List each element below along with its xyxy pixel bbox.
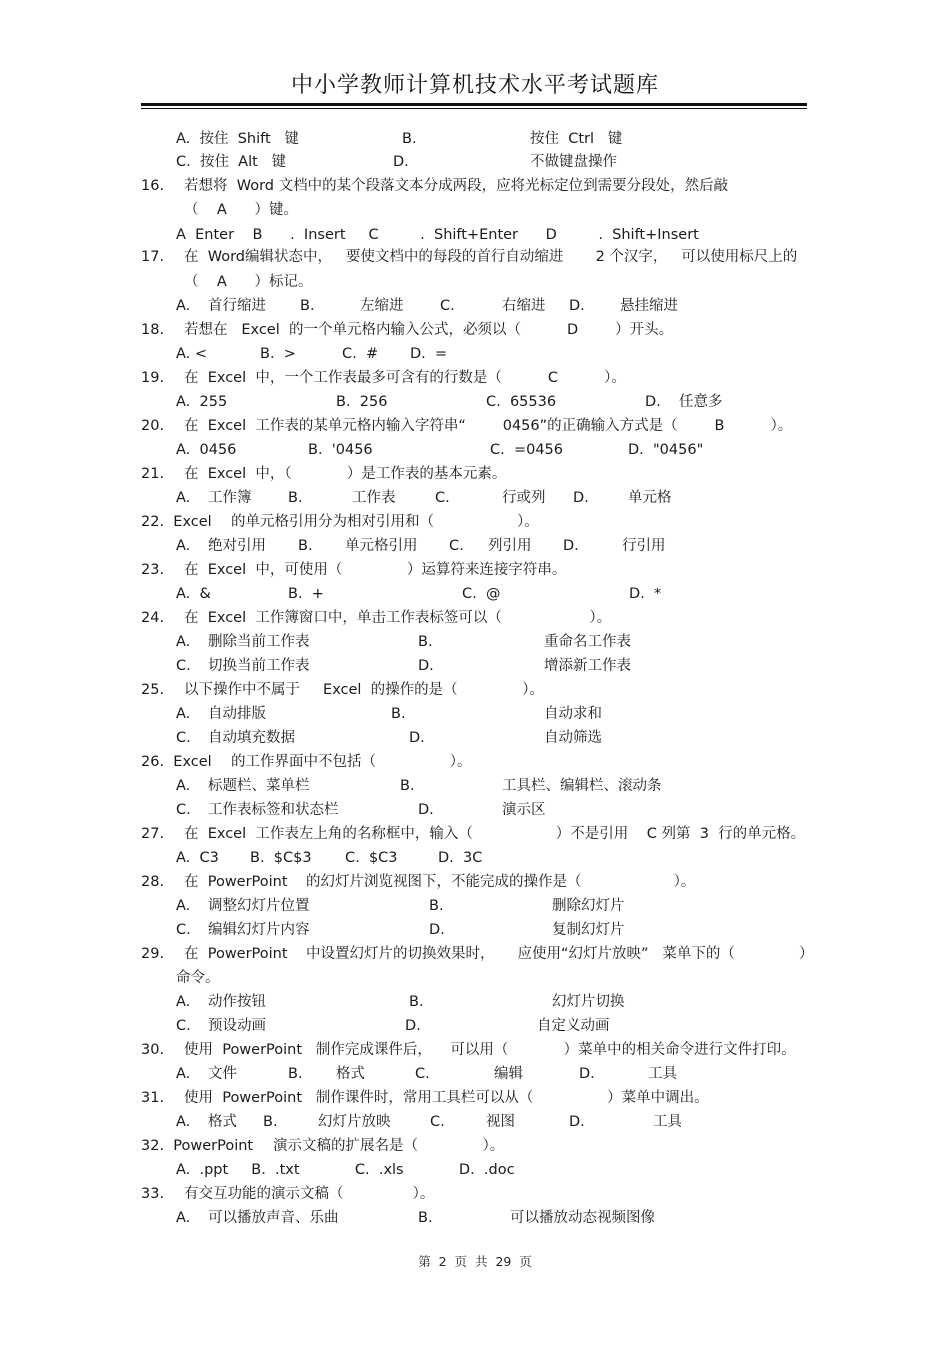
text-line-43-cell-1: 32. PowerPoint [141,1138,254,1154]
text-line-12-cell-5: 任意多 [679,394,723,410]
text-line-17-cell-1: 22. Excel [141,514,212,530]
text-line-42-cell-4: 幻灯片放映 [318,1114,391,1130]
text-line-12-cell-1: A. 255 [176,394,228,410]
text-line-20-cell-3: C. @ [462,586,501,602]
text-line-23-cell-2: 切换当前工作表 [208,658,310,674]
text-line-28-cell-3: B. [400,778,415,794]
text-line-17-cell-2: 的单元格引用分为相对引用和（ ）。 [231,514,539,530]
text-line-27-cell-1: 26. Excel [141,754,212,770]
text-line-34-cell-4: 复制幻灯片 [552,922,625,938]
text-line-9-cell-1: 18. [141,322,165,338]
text-line-26-cell-2: 自动填充数据 [208,730,295,746]
text-line-25-cell-4: 自动求和 [544,706,602,722]
text-line-37-cell-3: B. [409,994,424,1010]
text-line-10-cell-1: A. < [176,346,208,362]
text-line-42-cell-2: 格式 [208,1114,237,1130]
text-line-9-cell-2: 若想在 Excel 的一个单元格内输入公式，必须以（ D ）开头。 [184,322,674,338]
text-line-20-cell-1: A. & [176,586,211,602]
text-line-10-cell-3: C. # [342,346,379,362]
text-line-2-cell-2: D. [393,154,409,170]
text-line-11-cell-1: 19. [141,370,165,386]
text-line-42-cell-7: D. [569,1114,585,1130]
text-line-16-cell-8: 单元格 [628,490,672,506]
text-line-12-cell-3: C. 65536 [486,394,557,410]
text-line-37-cell-1: A. [176,994,191,1010]
text-line-42-cell-3: B. [263,1114,278,1130]
text-line-18-cell-8: 行引用 [622,538,666,554]
text-line-29-cell-2: 工作表标签和状态栏 [208,802,339,818]
text-line-41-cell-2: 使用 PowerPoint 制作课件时，常用工具栏可以从（ ）菜单中调出。 [184,1090,709,1106]
text-line-40-cell-8: 工具 [648,1066,677,1082]
text-line-10-cell-2: B. > [260,346,296,362]
text-line-40-cell-6: 编辑 [494,1066,523,1082]
text-line-22-cell-4: 重命名工作表 [544,634,631,650]
text-line-31-cell-1: A. C3 [176,850,219,866]
text-line-29-cell-4: 演示区 [502,802,546,818]
text-line-25-cell-3: B. [391,706,406,722]
text-line-23-cell-3: D. [418,658,434,674]
text-line-12-cell-4: D. [645,394,661,410]
text-line-21-cell-2: 在 Excel 工作簿窗口中，单击工作表标签可以（ ）。 [184,610,612,626]
text-line-2-cell-3: 不做键盘操作 [530,154,617,170]
text-line-10-cell-4: D. = [410,346,448,362]
text-line-31-cell-3: C. $C3 [345,850,398,866]
text-line-15-cell-1: 21. [141,466,165,482]
text-line-36-cell-1: 命令。 [176,970,220,986]
text-line-18-cell-3: B. [298,538,313,554]
text-line-21-cell-1: 24. [141,610,165,626]
text-line-28-cell-1: A. [176,778,191,794]
text-line-1-cell-1: A. 按住 Shift 键 [176,131,299,147]
text-line-32-cell-1: 28. [141,874,165,890]
text-line-22-cell-3: B. [418,634,433,650]
text-line-18-cell-5: C. [449,538,464,554]
text-line-40-cell-3: B. [288,1066,303,1082]
text-line-16-cell-3: B. [288,490,303,506]
header-rule-thin [141,108,807,109]
text-line-18-cell-1: A. [176,538,191,554]
text-line-28-cell-2: 标题栏、菜单栏 [208,778,310,794]
text-line-20-cell-2: B. + [288,586,324,602]
header-rule-thick [141,103,807,106]
text-line-16-cell-6: 行或列 [502,490,546,506]
text-line-22-cell-2: 删除当前工作表 [208,634,310,650]
text-line-38-cell-2: 预设动画 [208,1018,266,1034]
text-line-46-cell-4: 可以播放动态视频图像 [510,1210,655,1226]
text-line-42-cell-5: C. [430,1114,445,1130]
text-line-8-cell-8: 悬挂缩进 [620,298,678,314]
text-line-33-cell-1: A. [176,898,191,914]
text-line-23-cell-4: 增添新工作表 [544,658,631,674]
text-line-8-cell-4: 左缩进 [360,298,404,314]
text-line-38-cell-3: D. [405,1018,421,1034]
text-line-45-cell-2: 有交互功能的演示文稿（ ）。 [184,1186,435,1202]
text-line-30-cell-1: 27. [141,826,165,842]
text-line-16-cell-1: A. [176,490,191,506]
text-line-43-cell-2: 演示文稿的扩展名是（ ）。 [273,1138,505,1154]
text-line-40-cell-4: 格式 [336,1066,365,1082]
text-line-29-cell-1: C. [176,802,191,818]
text-line-33-cell-2: 调整幻灯片位置 [208,898,310,914]
text-line-39-cell-1: 30. [141,1042,165,1058]
text-line-14-cell-4: D. "0456" [628,442,704,458]
text-line-35-cell-1: 29. [141,946,165,962]
text-line-5-cell-1: A Enter B . Insert C . Shift+Enter D . Shift+Insert [176,227,699,243]
text-line-37-cell-4: 幻灯片切换 [552,994,625,1010]
text-line-40-cell-7: D. [579,1066,595,1082]
text-line-1-cell-3: 按住 Ctrl 键 [530,131,623,147]
text-line-24-cell-2: 以下操作中不属于 Excel 的操作的是（ ）。 [184,682,544,698]
text-line-19-cell-1: 23. [141,562,165,578]
text-line-35-cell-3: ） [799,946,814,962]
text-line-16-cell-2: 工作簿 [208,490,252,506]
text-line-25-cell-1: A. [176,706,191,722]
text-line-15-cell-2: 在 Excel 中，（ ）是工作表的基本元素。 [184,466,507,482]
text-line-11-cell-2: 在 Excel 中，一个工作表最多可含有的行数是（ C ）。 [184,370,626,386]
text-line-12-cell-2: B. 256 [336,394,388,410]
text-line-13-cell-1: 20. [141,418,165,434]
text-line-26-cell-3: D. [409,730,425,746]
text-line-46-cell-1: A. [176,1210,191,1226]
text-line-46-cell-2: 可以播放声音、乐曲 [208,1210,339,1226]
text-line-25-cell-2: 自动排版 [208,706,266,722]
text-line-3-cell-2: 若想将 Word 文档中的某个段落文本分成两段，应将光标定位到需要分段处，然后敲 [184,178,729,194]
text-line-42-cell-8: 工具 [653,1114,682,1130]
text-line-38-cell-1: C. [176,1018,191,1034]
text-line-8-cell-6: 右缩进 [502,298,546,314]
text-line-18-cell-7: D. [563,538,579,554]
text-line-16-cell-7: D. [573,490,589,506]
text-line-18-cell-2: 绝对引用 [208,538,266,554]
text-line-20-cell-4: D. * [629,586,662,602]
text-line-8-cell-5: C. [440,298,455,314]
text-line-42-cell-6: 视图 [486,1114,515,1130]
text-line-46-cell-3: B. [418,1210,433,1226]
text-line-2-cell-1: C. 按住 Alt 键 [176,154,287,170]
text-line-32-cell-2: 在 PowerPoint 的幻灯片浏览视图下，不能完成的操作是（ ）。 [184,874,696,890]
text-line-31-cell-2: B. $C$3 [250,850,312,866]
page-title: 中小学教师计算机技术水平考试题库 [290,73,659,98]
text-line-6-cell-1: 17. [141,249,165,265]
text-line-33-cell-3: B. [429,898,444,914]
text-line-24-cell-1: 25. [141,682,165,698]
text-line-19-cell-2: 在 Excel 中，可使用（ ）运算符来连接字符串。 [184,562,567,578]
text-line-6-cell-2: 在 Word编辑状态中， 要使文档中的每段的首行自动缩进 2 个汉字， 可以使用标尺上的 [184,249,798,265]
text-line-14-cell-3: C. =0456 [490,442,564,458]
text-line-40-cell-5: C. [415,1066,430,1082]
text-line-3-cell-1: 16. [141,178,165,194]
text-line-31-cell-4: D. 3C [438,850,483,866]
text-line-14-cell-2: B. '0456 [308,442,373,458]
text-line-29-cell-3: D. [418,802,434,818]
text-line-40-cell-2: 文件 [208,1066,237,1082]
text-line-38-cell-4: 自定义动画 [537,1018,610,1034]
page-footer: 第 2 页 共 29 页 [418,1254,532,1269]
text-line-45-cell-1: 33. [141,1186,165,1202]
text-line-14-cell-1: A. 0456 [176,442,237,458]
text-line-28-cell-4: 工具栏、编辑栏、滚动条 [502,778,662,794]
text-line-26-cell-4: 自动筛选 [544,730,602,746]
text-line-41-cell-1: 31. [141,1090,165,1106]
text-line-13-cell-2: 在 Excel 工作表的某单元格内输入字符串“ 0456”的正确输入方式是（ B ）。 [184,418,793,434]
text-line-44-cell-1: A. .ppt B. .txt C. .xls D. .doc [176,1162,515,1178]
text-line-1-cell-2: B. [402,131,417,147]
text-line-35-cell-2: 在 PowerPoint 中设置幻灯片的切换效果时， 应使用“幻灯片放映” 菜单下的（ [184,946,735,962]
text-line-22-cell-1: A. [176,634,191,650]
text-line-4-cell-1: （ A ）键。 [184,202,299,218]
text-line-23-cell-1: C. [176,658,191,674]
text-line-8-cell-1: A. [176,298,191,314]
text-line-39-cell-2: 使用 PowerPoint 制作完成课件后， 可以用（ ）菜单中的相关命令进行文件打印。 [184,1042,796,1058]
text-line-34-cell-3: D. [429,922,445,938]
text-line-8-cell-3: B. [300,298,315,314]
text-line-30-cell-2: 在 Excel 工作表左上角的名称框中，输入（ ）不是引用 C 列第 3 行的单元格。 [184,826,806,842]
text-line-18-cell-6: 列引用 [488,538,532,554]
text-line-26-cell-1: C. [176,730,191,746]
text-line-42-cell-1: A. [176,1114,191,1130]
text-line-16-cell-4: 工作表 [352,490,396,506]
text-line-37-cell-2: 动作按钮 [208,994,266,1010]
text-line-7-cell-1: （ A ）标记。 [184,274,313,290]
text-line-8-cell-7: D. [569,298,585,314]
text-line-33-cell-4: 删除幻灯片 [552,898,625,914]
text-line-8-cell-2: 首行缩进 [208,298,266,314]
text-line-34-cell-2: 编辑幻灯片内容 [208,922,310,938]
text-line-16-cell-5: C. [435,490,450,506]
text-line-27-cell-2: 的工作界面中不包括（ ）。 [231,754,472,770]
text-line-18-cell-4: 单元格引用 [345,538,418,554]
text-line-40-cell-1: A. [176,1066,191,1082]
text-line-34-cell-1: C. [176,922,191,938]
